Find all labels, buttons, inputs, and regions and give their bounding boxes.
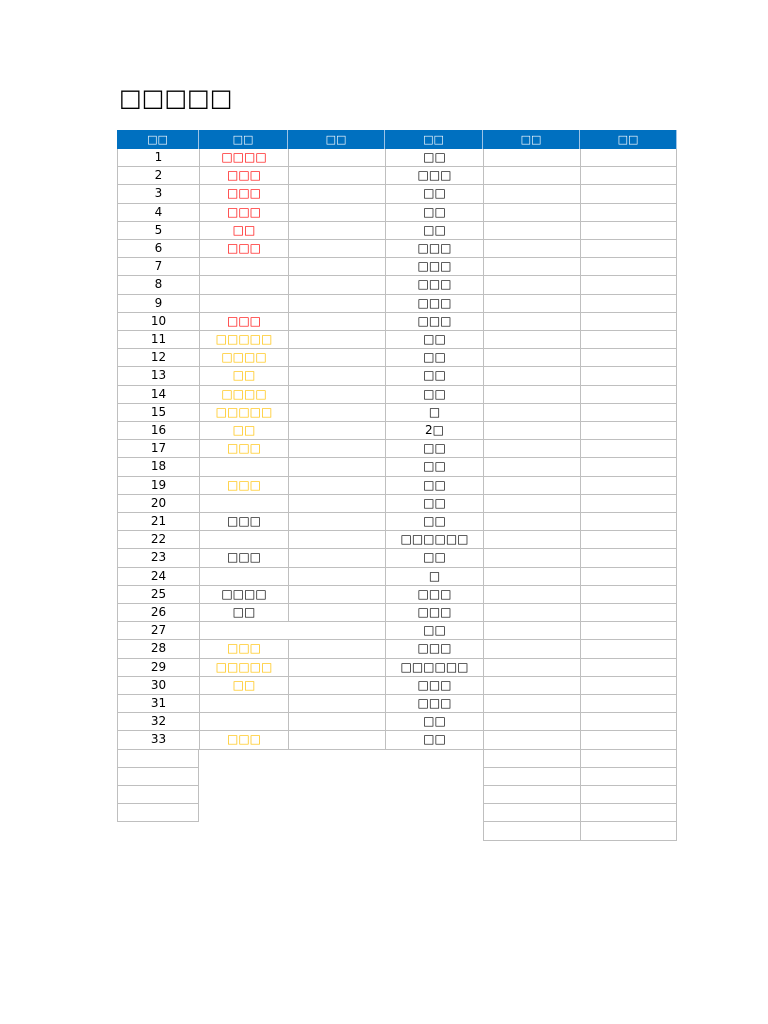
column6-cell xyxy=(580,440,677,458)
empty-cell xyxy=(580,786,677,804)
schedule-table xyxy=(117,130,677,843)
column6-cell xyxy=(580,240,677,258)
column-header-2: □□ xyxy=(199,130,288,149)
column4-cell: □□ xyxy=(385,549,483,567)
column6-cell xyxy=(580,477,677,495)
column6-cell xyxy=(580,695,677,713)
column4-cell: □ xyxy=(385,568,483,586)
column5-cell xyxy=(483,495,580,513)
column6-cell xyxy=(580,568,677,586)
column5-cell xyxy=(483,713,580,731)
row-number-cell: 12 xyxy=(117,349,199,367)
row-number-cell: 7 xyxy=(117,258,199,276)
column6-cell xyxy=(580,204,677,222)
name-cell xyxy=(199,458,288,476)
column4-cell: □ xyxy=(385,404,483,422)
row-number-cell: 2 xyxy=(117,167,199,185)
name-cell: □□□ xyxy=(199,477,288,495)
row-number-cell: 19 xyxy=(117,477,199,495)
column5-cell xyxy=(483,349,580,367)
column6-cell xyxy=(580,531,677,549)
page-title: □□□□□ xyxy=(119,84,233,112)
column4-cell: □□ xyxy=(385,149,483,167)
column3-cell xyxy=(288,640,385,658)
name-cell: □□□ xyxy=(199,204,288,222)
column4-cell: □□ xyxy=(385,458,483,476)
column3-cell xyxy=(288,586,385,604)
column5-cell xyxy=(483,568,580,586)
name-cell: □□□□□ xyxy=(199,404,288,422)
row-number-cell: 31 xyxy=(117,695,199,713)
column3-cell xyxy=(288,531,385,549)
column3-cell xyxy=(288,513,385,531)
column5-cell xyxy=(483,422,580,440)
empty-cell xyxy=(483,750,580,768)
column3-cell xyxy=(288,659,385,677)
name-cell xyxy=(199,531,288,549)
column-header-1: □□ xyxy=(117,130,199,149)
row-number-cell: 22 xyxy=(117,531,199,549)
column3-cell xyxy=(288,568,385,586)
column4-cell: □□ xyxy=(385,495,483,513)
column4-cell: □□ xyxy=(385,386,483,404)
column5-cell xyxy=(483,604,580,622)
column4-cell: □□ xyxy=(385,513,483,531)
column3-cell xyxy=(288,404,385,422)
column4-cell: □□□ xyxy=(385,258,483,276)
empty-cell xyxy=(580,768,677,786)
column5-cell xyxy=(483,367,580,385)
column3-cell xyxy=(288,167,385,185)
empty-cell xyxy=(580,804,677,822)
column3-cell xyxy=(288,477,385,495)
row-number-cell: 17 xyxy=(117,440,199,458)
column4-cell: □□□ xyxy=(385,313,483,331)
empty-cell xyxy=(117,750,199,768)
column5-cell xyxy=(483,586,580,604)
column5-cell xyxy=(483,240,580,258)
column6-cell xyxy=(580,622,677,640)
row-number-cell: 27 xyxy=(117,622,199,640)
column4-cell: □□□ xyxy=(385,586,483,604)
column3-cell xyxy=(288,349,385,367)
empty-cell xyxy=(580,750,677,768)
name-cell: □□□ xyxy=(199,440,288,458)
row-number-cell: 10 xyxy=(117,313,199,331)
column5-cell xyxy=(483,677,580,695)
empty-cell xyxy=(117,786,199,804)
column6-cell xyxy=(580,640,677,658)
column4-cell: □□□ xyxy=(385,695,483,713)
column3-cell xyxy=(288,458,385,476)
column6-cell xyxy=(580,295,677,313)
column4-cell: □□□ xyxy=(385,604,483,622)
column5-cell xyxy=(483,440,580,458)
empty-cell xyxy=(483,804,580,822)
name-cell: □□ xyxy=(199,677,288,695)
column6-cell xyxy=(580,586,677,604)
row-number-cell: 14 xyxy=(117,386,199,404)
column5-cell xyxy=(483,386,580,404)
column3-cell xyxy=(288,549,385,567)
row-number-cell: 11 xyxy=(117,331,199,349)
empty-cell xyxy=(117,804,199,822)
column5-cell xyxy=(483,222,580,240)
column3-cell xyxy=(288,313,385,331)
column3-cell xyxy=(288,604,385,622)
name-cell: □□□ xyxy=(199,240,288,258)
column5-cell xyxy=(483,531,580,549)
column3-cell xyxy=(288,185,385,203)
column-header-6: □□ xyxy=(580,130,677,149)
column4-cell: □□ xyxy=(385,367,483,385)
row-number-cell: 29 xyxy=(117,659,199,677)
row-number-cell: 32 xyxy=(117,713,199,731)
column6-cell xyxy=(580,222,677,240)
column3-cell xyxy=(288,713,385,731)
empty-cell xyxy=(483,768,580,786)
column6-cell xyxy=(580,458,677,476)
column4-cell: □□□ xyxy=(385,167,483,185)
name-cell: □□□□ xyxy=(199,386,288,404)
name-cell: □□□ xyxy=(199,640,288,658)
column-header-5: □□ xyxy=(483,130,580,149)
row-number-cell: 15 xyxy=(117,404,199,422)
column5-cell xyxy=(483,404,580,422)
empty-cell xyxy=(117,768,199,786)
row-number-cell: 33 xyxy=(117,731,199,749)
column-header-3: □□ xyxy=(288,130,385,149)
name-cell: □□□ xyxy=(199,513,288,531)
column6-cell xyxy=(580,149,677,167)
row-number-cell: 25 xyxy=(117,586,199,604)
column6-cell xyxy=(580,404,677,422)
column3-cell xyxy=(288,440,385,458)
name-cell: □□□ xyxy=(199,313,288,331)
column5-cell xyxy=(483,258,580,276)
column4-cell: □□ xyxy=(385,331,483,349)
column4-cell: □□ xyxy=(385,622,483,640)
column4-cell: □□ xyxy=(385,731,483,749)
column4-cell: □□□ xyxy=(385,240,483,258)
column6-cell xyxy=(580,367,677,385)
name-cell: □□ xyxy=(199,222,288,240)
column6-cell xyxy=(580,422,677,440)
column5-cell xyxy=(483,659,580,677)
row-number-cell: 30 xyxy=(117,677,199,695)
merged-cell xyxy=(199,622,385,640)
column3-cell xyxy=(288,204,385,222)
row-number-cell: 28 xyxy=(117,640,199,658)
name-cell: □□□ xyxy=(199,731,288,749)
name-cell: □□□□ xyxy=(199,149,288,167)
column4-cell: □□□□□□ xyxy=(385,531,483,549)
empty-cell xyxy=(483,822,580,840)
column3-cell xyxy=(288,276,385,294)
column4-cell: □□□ xyxy=(385,677,483,695)
column4-cell: □□□ xyxy=(385,276,483,294)
name-cell: □□□□□ xyxy=(199,331,288,349)
column6-cell xyxy=(580,313,677,331)
empty-cell xyxy=(483,786,580,804)
name-cell xyxy=(199,295,288,313)
column5-cell xyxy=(483,695,580,713)
column3-cell xyxy=(288,222,385,240)
column6-cell xyxy=(580,185,677,203)
row-number-cell: 1 xyxy=(117,149,199,167)
column3-cell xyxy=(288,331,385,349)
column5-cell xyxy=(483,185,580,203)
column6-cell xyxy=(580,604,677,622)
row-number-cell: 18 xyxy=(117,458,199,476)
column5-cell xyxy=(483,149,580,167)
row-number-cell: 24 xyxy=(117,568,199,586)
name-cell: □□□ xyxy=(199,549,288,567)
column4-cell: □□ xyxy=(385,477,483,495)
column5-cell xyxy=(483,313,580,331)
column5-cell xyxy=(483,731,580,749)
column5-cell xyxy=(483,458,580,476)
row-number-cell: 3 xyxy=(117,185,199,203)
column3-cell xyxy=(288,295,385,313)
row-number-cell: 26 xyxy=(117,604,199,622)
column5-cell xyxy=(483,204,580,222)
column3-cell xyxy=(288,386,385,404)
column6-cell xyxy=(580,258,677,276)
column4-cell: □□ xyxy=(385,440,483,458)
name-cell xyxy=(199,713,288,731)
name-cell: □□ xyxy=(199,604,288,622)
column4-cell: 2□ xyxy=(385,422,483,440)
column5-cell xyxy=(483,276,580,294)
column4-cell: □□□□□□ xyxy=(385,659,483,677)
column6-cell xyxy=(580,659,677,677)
name-cell xyxy=(199,276,288,294)
column6-cell xyxy=(580,713,677,731)
column3-cell xyxy=(288,695,385,713)
column6-cell xyxy=(580,495,677,513)
column6-cell xyxy=(580,386,677,404)
row-number-cell: 4 xyxy=(117,204,199,222)
column4-cell: □□□ xyxy=(385,640,483,658)
column3-cell xyxy=(288,258,385,276)
row-number-cell: 20 xyxy=(117,495,199,513)
column6-cell xyxy=(580,677,677,695)
row-number-cell: 8 xyxy=(117,276,199,294)
name-cell xyxy=(199,495,288,513)
column4-cell: □□□ xyxy=(385,295,483,313)
column4-cell: □□ xyxy=(385,185,483,203)
name-cell: □□□□ xyxy=(199,349,288,367)
row-number-cell: 5 xyxy=(117,222,199,240)
name-cell: □□ xyxy=(199,422,288,440)
name-cell: □□□□□ xyxy=(199,659,288,677)
column5-cell xyxy=(483,549,580,567)
column5-cell xyxy=(483,477,580,495)
row-number-cell: 6 xyxy=(117,240,199,258)
column6-cell xyxy=(580,167,677,185)
column6-cell xyxy=(580,513,677,531)
column5-cell xyxy=(483,167,580,185)
column5-cell xyxy=(483,295,580,313)
column3-cell xyxy=(288,149,385,167)
column-header-4: □□ xyxy=(385,130,483,149)
column4-cell: □□ xyxy=(385,713,483,731)
row-number-cell: 9 xyxy=(117,295,199,313)
column4-cell: □□ xyxy=(385,349,483,367)
column4-cell: □□ xyxy=(385,204,483,222)
empty-cell xyxy=(580,822,677,840)
column4-cell: □□ xyxy=(385,222,483,240)
column5-cell xyxy=(483,622,580,640)
name-cell: □□□□ xyxy=(199,586,288,604)
column3-cell xyxy=(288,422,385,440)
column6-cell xyxy=(580,276,677,294)
column6-cell xyxy=(580,349,677,367)
name-cell xyxy=(199,568,288,586)
column3-cell xyxy=(288,677,385,695)
name-cell: □□□ xyxy=(199,167,288,185)
column5-cell xyxy=(483,331,580,349)
column6-cell xyxy=(580,549,677,567)
column5-cell xyxy=(483,513,580,531)
column5-cell xyxy=(483,640,580,658)
name-cell: □□ xyxy=(199,367,288,385)
row-number-cell: 21 xyxy=(117,513,199,531)
column3-cell xyxy=(288,240,385,258)
row-number-cell: 23 xyxy=(117,549,199,567)
row-number-cell: 13 xyxy=(117,367,199,385)
row-number-cell: 16 xyxy=(117,422,199,440)
column6-cell xyxy=(580,731,677,749)
column3-cell xyxy=(288,495,385,513)
column6-cell xyxy=(580,331,677,349)
column3-cell xyxy=(288,731,385,749)
name-cell xyxy=(199,695,288,713)
name-cell xyxy=(199,258,288,276)
name-cell: □□□ xyxy=(199,185,288,203)
column3-cell xyxy=(288,367,385,385)
